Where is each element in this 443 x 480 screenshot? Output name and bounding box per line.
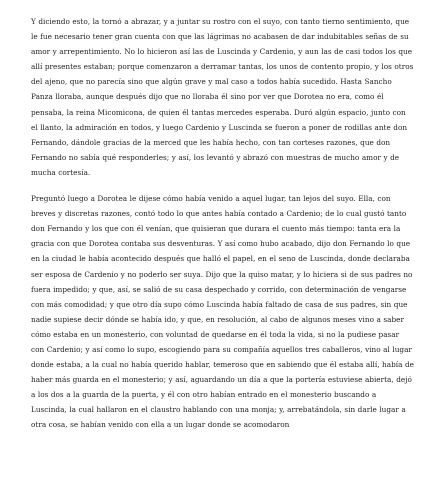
paragraph-2: Preguntó luego a Dorotea le dijese cómo había venido a aquel lugar, tan lejos del suyo. Ella, con breves y discretas razones, contó todo lo que antes había contado a Cardenio; de lo cual gustó tanto don Fernando y los que con él venían, que quisieran que durara el cuento más tiempo: tanta era la gracia con que Dorotea contaba sus desventuras. Y así como hubo acabado, dijo don Fernando lo que en la ciudad le había acontecido después que halló el papel, en el seno de Luscinda, donde declaraba ser esposa de Cardenio y no poderlo ser suya. Dijo que la quiso matar, y lo hiciera si de sus padres no fuera impedido; y que, así, se salió de su casa despechado y corrido, con determinación de vengarse con más comodidad; y que otro día supo cómo Luscinda había faltado de casa de sus padres, sin que nadie supiese decir dónde se había ido, y que, en resolución, al cabo de algunos meses vino a saber cómo estaba en un monesterio, con voluntad de quedarse en él toda la vida, si no la pudiese pasar con Cardenio; y así como lo supo, escogiendo para su compañía aquellos tres caballeros, vino al lugar donde estaba, a la cual no había querido hablar, temeroso que en sabiendo que él estaba allí, había de haber más guarda en el monesterio; y así, aguardando un día a que la portería estuviese abierta, dejó a los dos a la guarda de la puerta, y él con otro habían entrado en el monesterio buscando a Luscinda, la cual hallaron en el claustro hablando con una monja; y, arrebatándola, sin darle lugar a otra cosa, se habían venido con ella a un lugar donde se acomodaron [31, 194, 414, 430]
paragraph-1: Y diciendo esto, la tornó a abrazar, y a juntar su rostro con el suyo, con tanto tierno sentimiento, que le fue necesario tener gran cuenta con que las lágrimas no acabasen de dar indubitables señas de su amor y arrepentimiento. No lo hicieron así las de Luscinda y Cardenio, y aun las de casi todos los que allí presentes estaban; porque comenzaron a derramar tantas, los unos de contento propio, y los otros del ajeno, que no parecía sino que algún grave y mal caso a todos había sucedido. Hasta Sancho Panza lloraba, aunque después dijo que no lloraba él sino por ver que Dorotea no era, como él pensaba, la reina Micomicona, de quien él tantas mercedes esperaba. Duró algún espacio, junto con el llanto, la admiración en todos, y luego Cardenio y Luscinda se fueron a poner de rodillas ante don Fernando, dándole gracias de la merced que les había hecho, con tan corteses razones, que don Fernando no sabía qué responderles; y así, los levantó y abrazó con muestras de mucho amor y de mucha cortesía. [31, 17, 414, 177]
